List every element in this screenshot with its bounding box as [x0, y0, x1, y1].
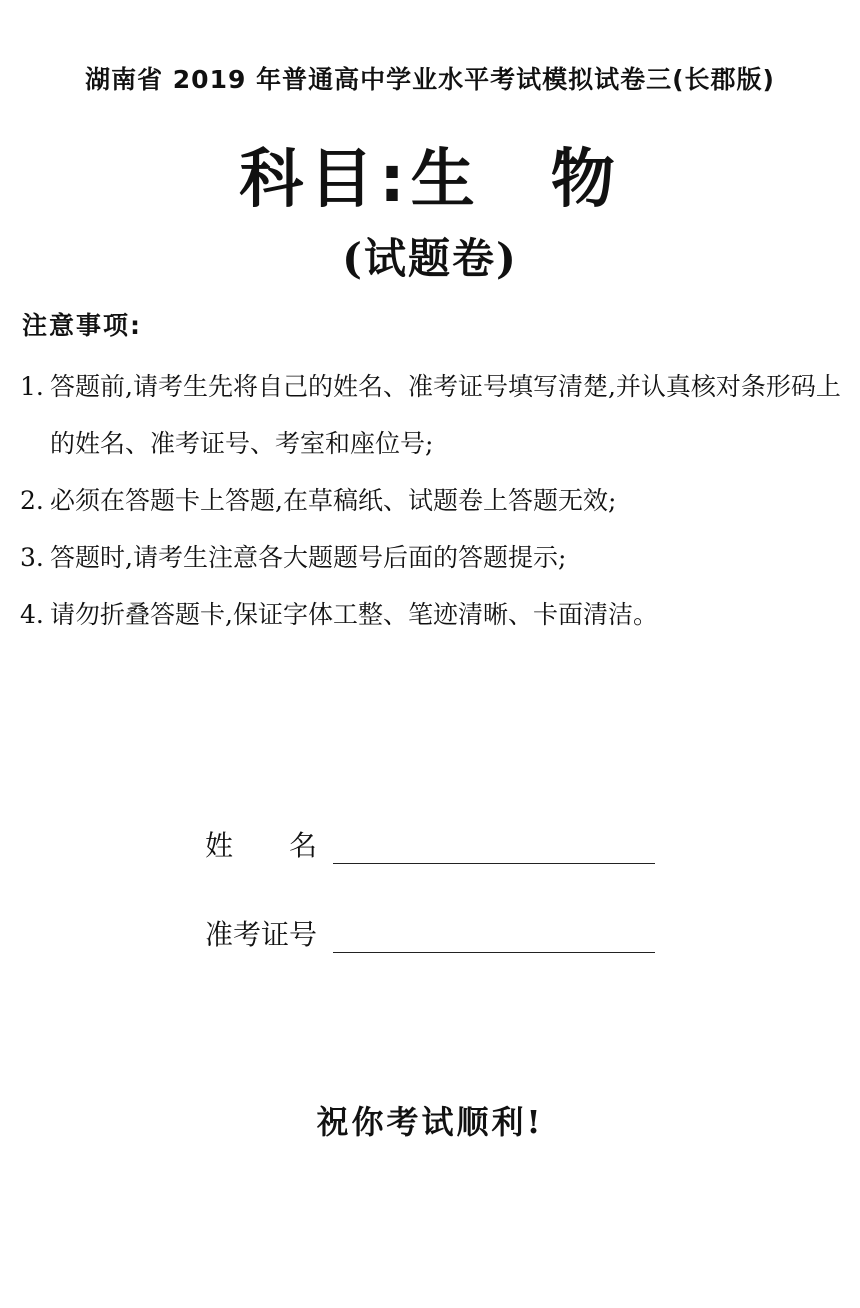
note-text: 必须在答题卡上答题,在草稿纸、试题卷上答题无效; — [50, 486, 617, 515]
note-item-2 — [20, 472, 850, 529]
note-number: 3. — [20, 543, 44, 572]
exam-id-field — [205, 913, 655, 953]
notes-list — [20, 358, 850, 643]
note-item-1 — [20, 358, 850, 472]
note-item-4 — [20, 586, 850, 643]
note-number: 1. — [20, 372, 44, 401]
name-label: 姓 名 — [205, 829, 318, 862]
note-item-3 — [20, 529, 850, 586]
note-number: 4. — [20, 600, 44, 629]
notes-heading: 注意事项: — [22, 311, 142, 340]
name-blank-line[interactable] — [333, 833, 655, 864]
note-text: 答题时,请考生注意各大题题号后面的答题提示; — [50, 543, 567, 572]
exam-title: 湖南省 2019 年普通高中学业水平考试模拟试卷三(长郡版) — [85, 65, 775, 94]
exam-id-label: 准考证号 — [205, 918, 318, 951]
good-luck-message: 祝你考试顺利! — [316, 1103, 544, 1141]
volume-label: (试题卷) — [342, 234, 518, 283]
exam-id-blank-line[interactable] — [333, 922, 655, 953]
note-text: 请勿折叠答题卡,保证字体工整、笔迹清晰、卡面清洁。 — [50, 600, 658, 629]
subject-title: 科目:生 物 — [239, 143, 621, 217]
note-number: 2. — [20, 486, 44, 515]
name-field — [205, 824, 655, 864]
note-text: 答题前,请考生先将自己的姓名、准考证号填写清楚,并认真核对条形码上的姓名、准考证号、考室和座位号; — [50, 372, 841, 458]
